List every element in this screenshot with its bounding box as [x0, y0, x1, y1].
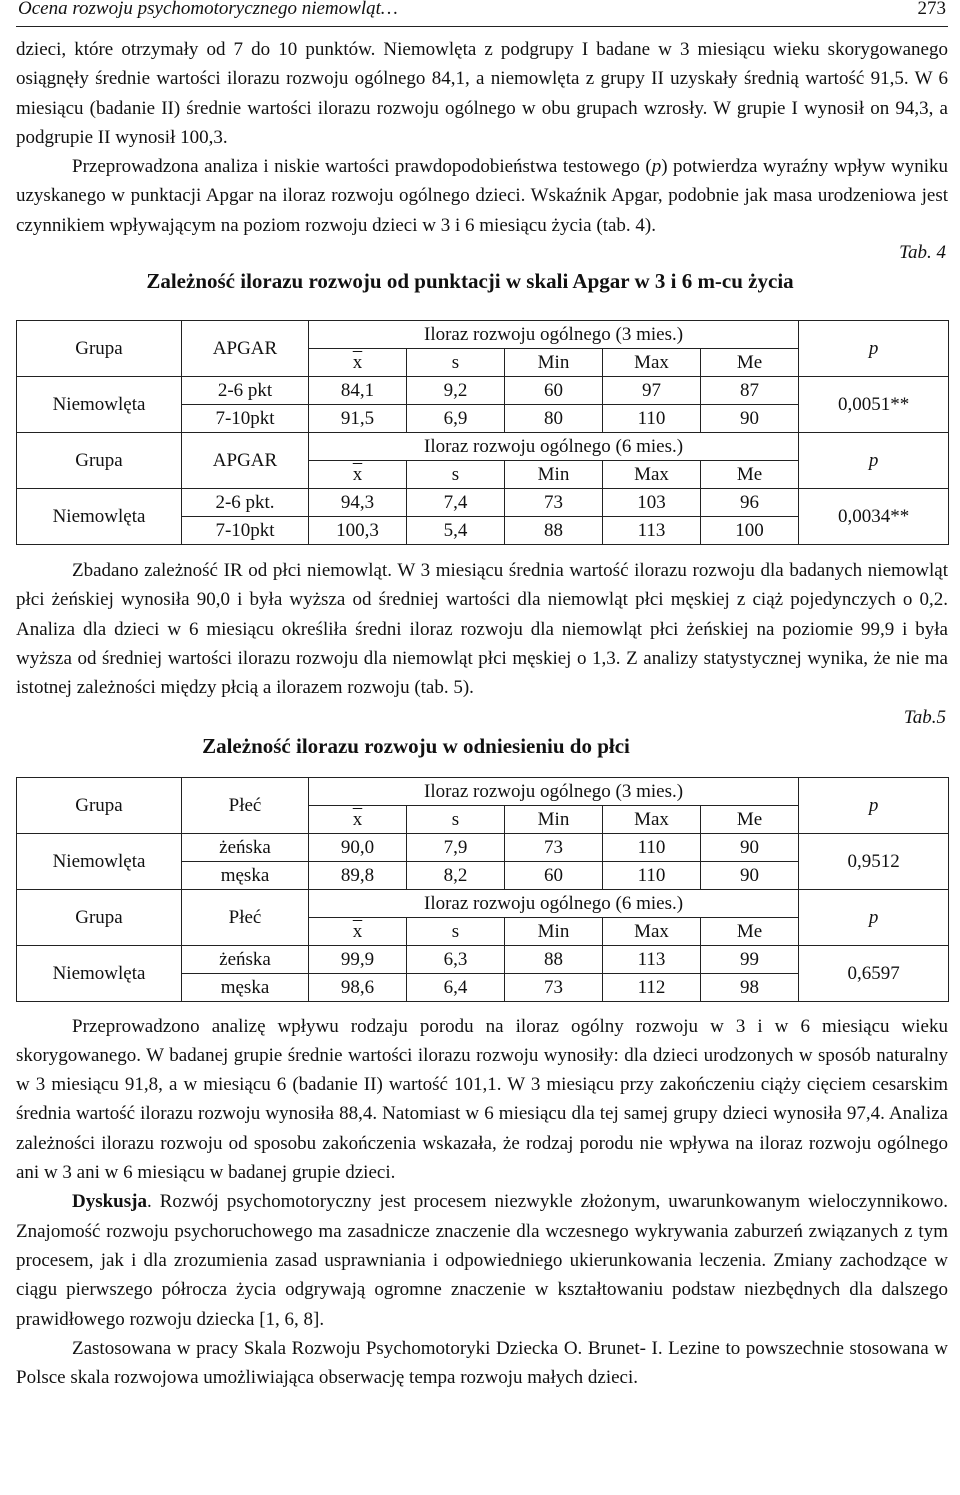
col-min: Min [505, 461, 603, 489]
col-me: Me [701, 917, 799, 945]
cell: 91,5 [309, 405, 407, 433]
col-min: Min [505, 917, 603, 945]
col-max: Max [603, 461, 701, 489]
cell: 103 [603, 489, 701, 517]
table4-block2-header-row1 [17, 433, 949, 461]
paragraph-3: Zbadano zależność IR od płci niemowląt. W 3 miesiącu średnia wartość ilorazu rozwoju dla badanych niemowląt płci żeńskiej wynosiła 90,0 i była wyższa od średniej wartości dla niemowląt płci męskiej z ciąż pojedynczych o 0,2. Analiza dla dzieci w 6 miesiącu określiła średni iloraz rozwoju dla niemowląt płci żeńskiej na poziomie 99,9 i była wyższa od średniej wartości ilorazu rozwoju dla niemowląt płci męskiej o 1,3. Z analizy statystycznej wynika, że nie ma istotnej zależności między płcią a ilorazem rozwoju (tab. 5). [16, 560, 948, 699]
span-header: Iloraz rozwoju ogólnego (3 mies.) [309, 777, 799, 805]
cell: 80 [505, 405, 603, 433]
cell: 6,4 [407, 973, 505, 1001]
factor-label: APGAR [182, 321, 309, 377]
cell: 88 [505, 517, 603, 545]
niemowleta-label: Niemowlęta [17, 945, 182, 1001]
cell: męska [182, 861, 309, 889]
span-header: Iloraz rozwoju ogólnego (6 mies.) [309, 889, 799, 917]
p-label: p [799, 433, 949, 489]
cell: 2-6 pkt. [182, 489, 309, 517]
paragraph-6: Zastosowana w pracy Skala Rozwoju Psychomotoryki Dziecka O. Brunet- I. Lezine to powszechnie stosowana w Polsce skala rozwojowa umożliwiająca obserwację tempa rozwoju małych dzieci. [16, 1337, 948, 1389]
cell: 73 [505, 973, 603, 1001]
col-me: Me [701, 805, 799, 833]
table5-block1-header-row1 [17, 777, 949, 805]
cell: 90 [701, 861, 799, 889]
paragraph-2-part-a: Przeprowadzona analiza i niskie wartości prawdopodobieństwa testowego ( [72, 156, 652, 178]
paragraph-5 [16, 1187, 948, 1333]
cell: 7,4 [407, 489, 505, 517]
col-s: s [407, 461, 505, 489]
col-s: s [407, 805, 505, 833]
factor-label: Płeć [182, 889, 309, 945]
grupa-label: Grupa [17, 321, 182, 377]
col-me: Me [701, 349, 799, 377]
span-header: Iloraz rozwoju ogólnego (3 mies.) [309, 321, 799, 349]
cell: 2-6 pkt [182, 377, 309, 405]
table4 [16, 320, 949, 545]
table5-block2-header-row1 [17, 889, 949, 917]
cell: 88 [505, 945, 603, 973]
cell: 100,3 [309, 517, 407, 545]
cell: 100 [701, 517, 799, 545]
cell: 6,9 [407, 405, 505, 433]
col-max: Max [603, 805, 701, 833]
cell: 90 [701, 405, 799, 433]
cell: 73 [505, 833, 603, 861]
grupa-label: Grupa [17, 889, 182, 945]
paragraph-2-part-b: ) potwierdza wyraźny wpływ wyniku uzyskanego w punktacji Apgar na iloraz rozwoju ogólnego dzieci. Wskaźnik Apgar, podobnie jak masa urodzeniowa jest czynnikiem wpływającym na poziom rozwoju dzieci w 3 i 6 miesiącu życia (tab. 4). [16, 156, 948, 236]
cell: 113 [603, 517, 701, 545]
table5-label: Tab.5 [903, 706, 946, 728]
cell: 113 [603, 945, 701, 973]
paragraph-2 [16, 152, 948, 240]
table4-label: Tab. 4 [899, 242, 946, 264]
table5-title: Zależność ilorazu rozwoju w odniesieniu do płci [202, 733, 630, 758]
col-max: Max [603, 349, 701, 377]
cell: żeńska [182, 945, 309, 973]
p-value: 0,0051** [799, 377, 949, 433]
niemowleta-label: Niemowlęta [17, 833, 182, 889]
col-s: s [407, 917, 505, 945]
cell: 73 [505, 489, 603, 517]
cell: 6,3 [407, 945, 505, 973]
cell: 98 [701, 973, 799, 1001]
factor-label: APGAR [182, 433, 309, 489]
cell: męska [182, 973, 309, 1001]
cell: 110 [603, 861, 701, 889]
cell: 8,2 [407, 861, 505, 889]
col-s: s [407, 349, 505, 377]
cell: 60 [505, 861, 603, 889]
table5 [16, 777, 949, 1002]
cell: 99 [701, 945, 799, 973]
cell: 90,0 [309, 833, 407, 861]
cell: 5,4 [407, 517, 505, 545]
col-min: Min [505, 349, 603, 377]
page-number: 273 [917, 0, 946, 19]
grupa-label: Grupa [17, 777, 182, 833]
cell: 89,8 [309, 861, 407, 889]
cell: 90 [701, 833, 799, 861]
p-value: 0,0034** [799, 489, 949, 545]
col-min: Min [505, 805, 603, 833]
cell: 87 [701, 377, 799, 405]
paragraph-4: Przeprowadzono analizę wpływu rodzaju porodu na iloraz ogólny rozwoju w 3 i w 6 miesiącu wieku skorygowanego. W badanej grupie średnie wartości ilorazu rozwoju wynosiły: dla dzieci urodzonych w sposób naturalny w 3 miesiącu 91,8, a w miesiącu 6 (badanie II) wartość 101,1. W 3 miesiącu przy zakończeniu ciąży cięciem cesarskim średnia wartość ilorazu rozwoju wynosiła 88,4. Natomiast w 6 miesiącu dla tej samej grupy dzieci wynosiła 97,4. Analiza zależności ilorazu rozwoju od sposobu zakończenia wskazała, że rodzaj porodu nie wpływa na iloraz rozwoju ogólnego ani w 3 ani w 6 miesiącu w badanej grupie dzieci. [16, 1015, 948, 1184]
cell: żeńska [182, 833, 309, 861]
paragraph-2-p-symbol: p [651, 156, 662, 178]
cell: 110 [603, 833, 701, 861]
cell: 7-10pkt [182, 405, 309, 433]
table-row [17, 945, 949, 973]
cell: 98,6 [309, 973, 407, 1001]
table-row [17, 489, 949, 517]
span-header: Iloraz rozwoju ogólnego (6 mies.) [309, 433, 799, 461]
table4-title: Zależność ilorazu rozwoju od punktacji w skali Apgar w 3 i 6 m-cu życia [146, 269, 794, 294]
page [16, 0, 948, 1392]
table4-block1-header-row1 [17, 321, 949, 349]
table-row [17, 377, 949, 405]
factor-label: Płeć [182, 777, 309, 833]
cell: 84,1 [309, 377, 407, 405]
cell: 97 [603, 377, 701, 405]
cell: 112 [603, 973, 701, 1001]
p-label: p [799, 321, 949, 377]
niemowleta-label: Niemowlęta [17, 377, 182, 433]
col-mean: $\overline{x}$ [309, 349, 407, 377]
p-value: 0,9512 [799, 833, 949, 889]
col-me: Me [701, 461, 799, 489]
p-label: p [799, 889, 949, 945]
table-row [17, 833, 949, 861]
cell: 7,9 [407, 833, 505, 861]
running-title: Ocena rozwoju psychomotorycznego niemowląt… [18, 0, 398, 19]
p-label: p [799, 777, 949, 833]
grupa-label: Grupa [17, 433, 182, 489]
niemowleta-label: Niemowlęta [17, 489, 182, 545]
col-mean: $\overline{x}$ [309, 461, 407, 489]
col-max: Max [603, 917, 701, 945]
cell: 99,9 [309, 945, 407, 973]
paragraph-5-body: . Rozwój psychomotoryczny jest procesem niezwykle złożonym, uwarunkowanym wieloczynnikowo. Znajomość rozwoju psychoruchowego ma zasadnicze znaczenie dla wczesnego wykrywania zaburzeń związanych z tym procesem, jak i dla zrozumienia zasad usprawniania i odpowiedniego ukierunkowania leczenia. Zmiany zachodzące w ciągu pierwszego półrocza życia odgrywają ogromne znaczenie w kształtowaniu podstaw niezbędnych dla dalszego prawidłowego rozwoju dziecka [1, 6, 8]. [16, 1191, 948, 1330]
paragraph-1: dzieci, które otrzymały od 7 do 10 punktów. Niemowlęta z podgrupy I badane w 3 miesiącu wieku skorygowanego osiągnęły średnie wartości ilorazu rozwoju ogólnego 84,1, a niemowlęta z grupy II uzyskały średnią wartość 91,5. W 6 miesiącu (badanie II) średnie wartości ilorazu rozwoju ogólnego w obu grupach wzrosły. W grupie I wynosił on 94,3, a podgrupie II wynosił 100,3. [16, 39, 948, 148]
discussion-heading: Dyskusja [72, 1191, 147, 1213]
cell: 7-10pkt [182, 517, 309, 545]
cell: 9,2 [407, 377, 505, 405]
col-mean: $\overline{x}$ [309, 917, 407, 945]
cell: 110 [603, 405, 701, 433]
cell: 96 [701, 489, 799, 517]
cell: 60 [505, 377, 603, 405]
p-value: 0,6597 [799, 945, 949, 1001]
col-mean: $\overline{x}$ [309, 805, 407, 833]
cell: 94,3 [309, 489, 407, 517]
running-header [16, 0, 948, 27]
